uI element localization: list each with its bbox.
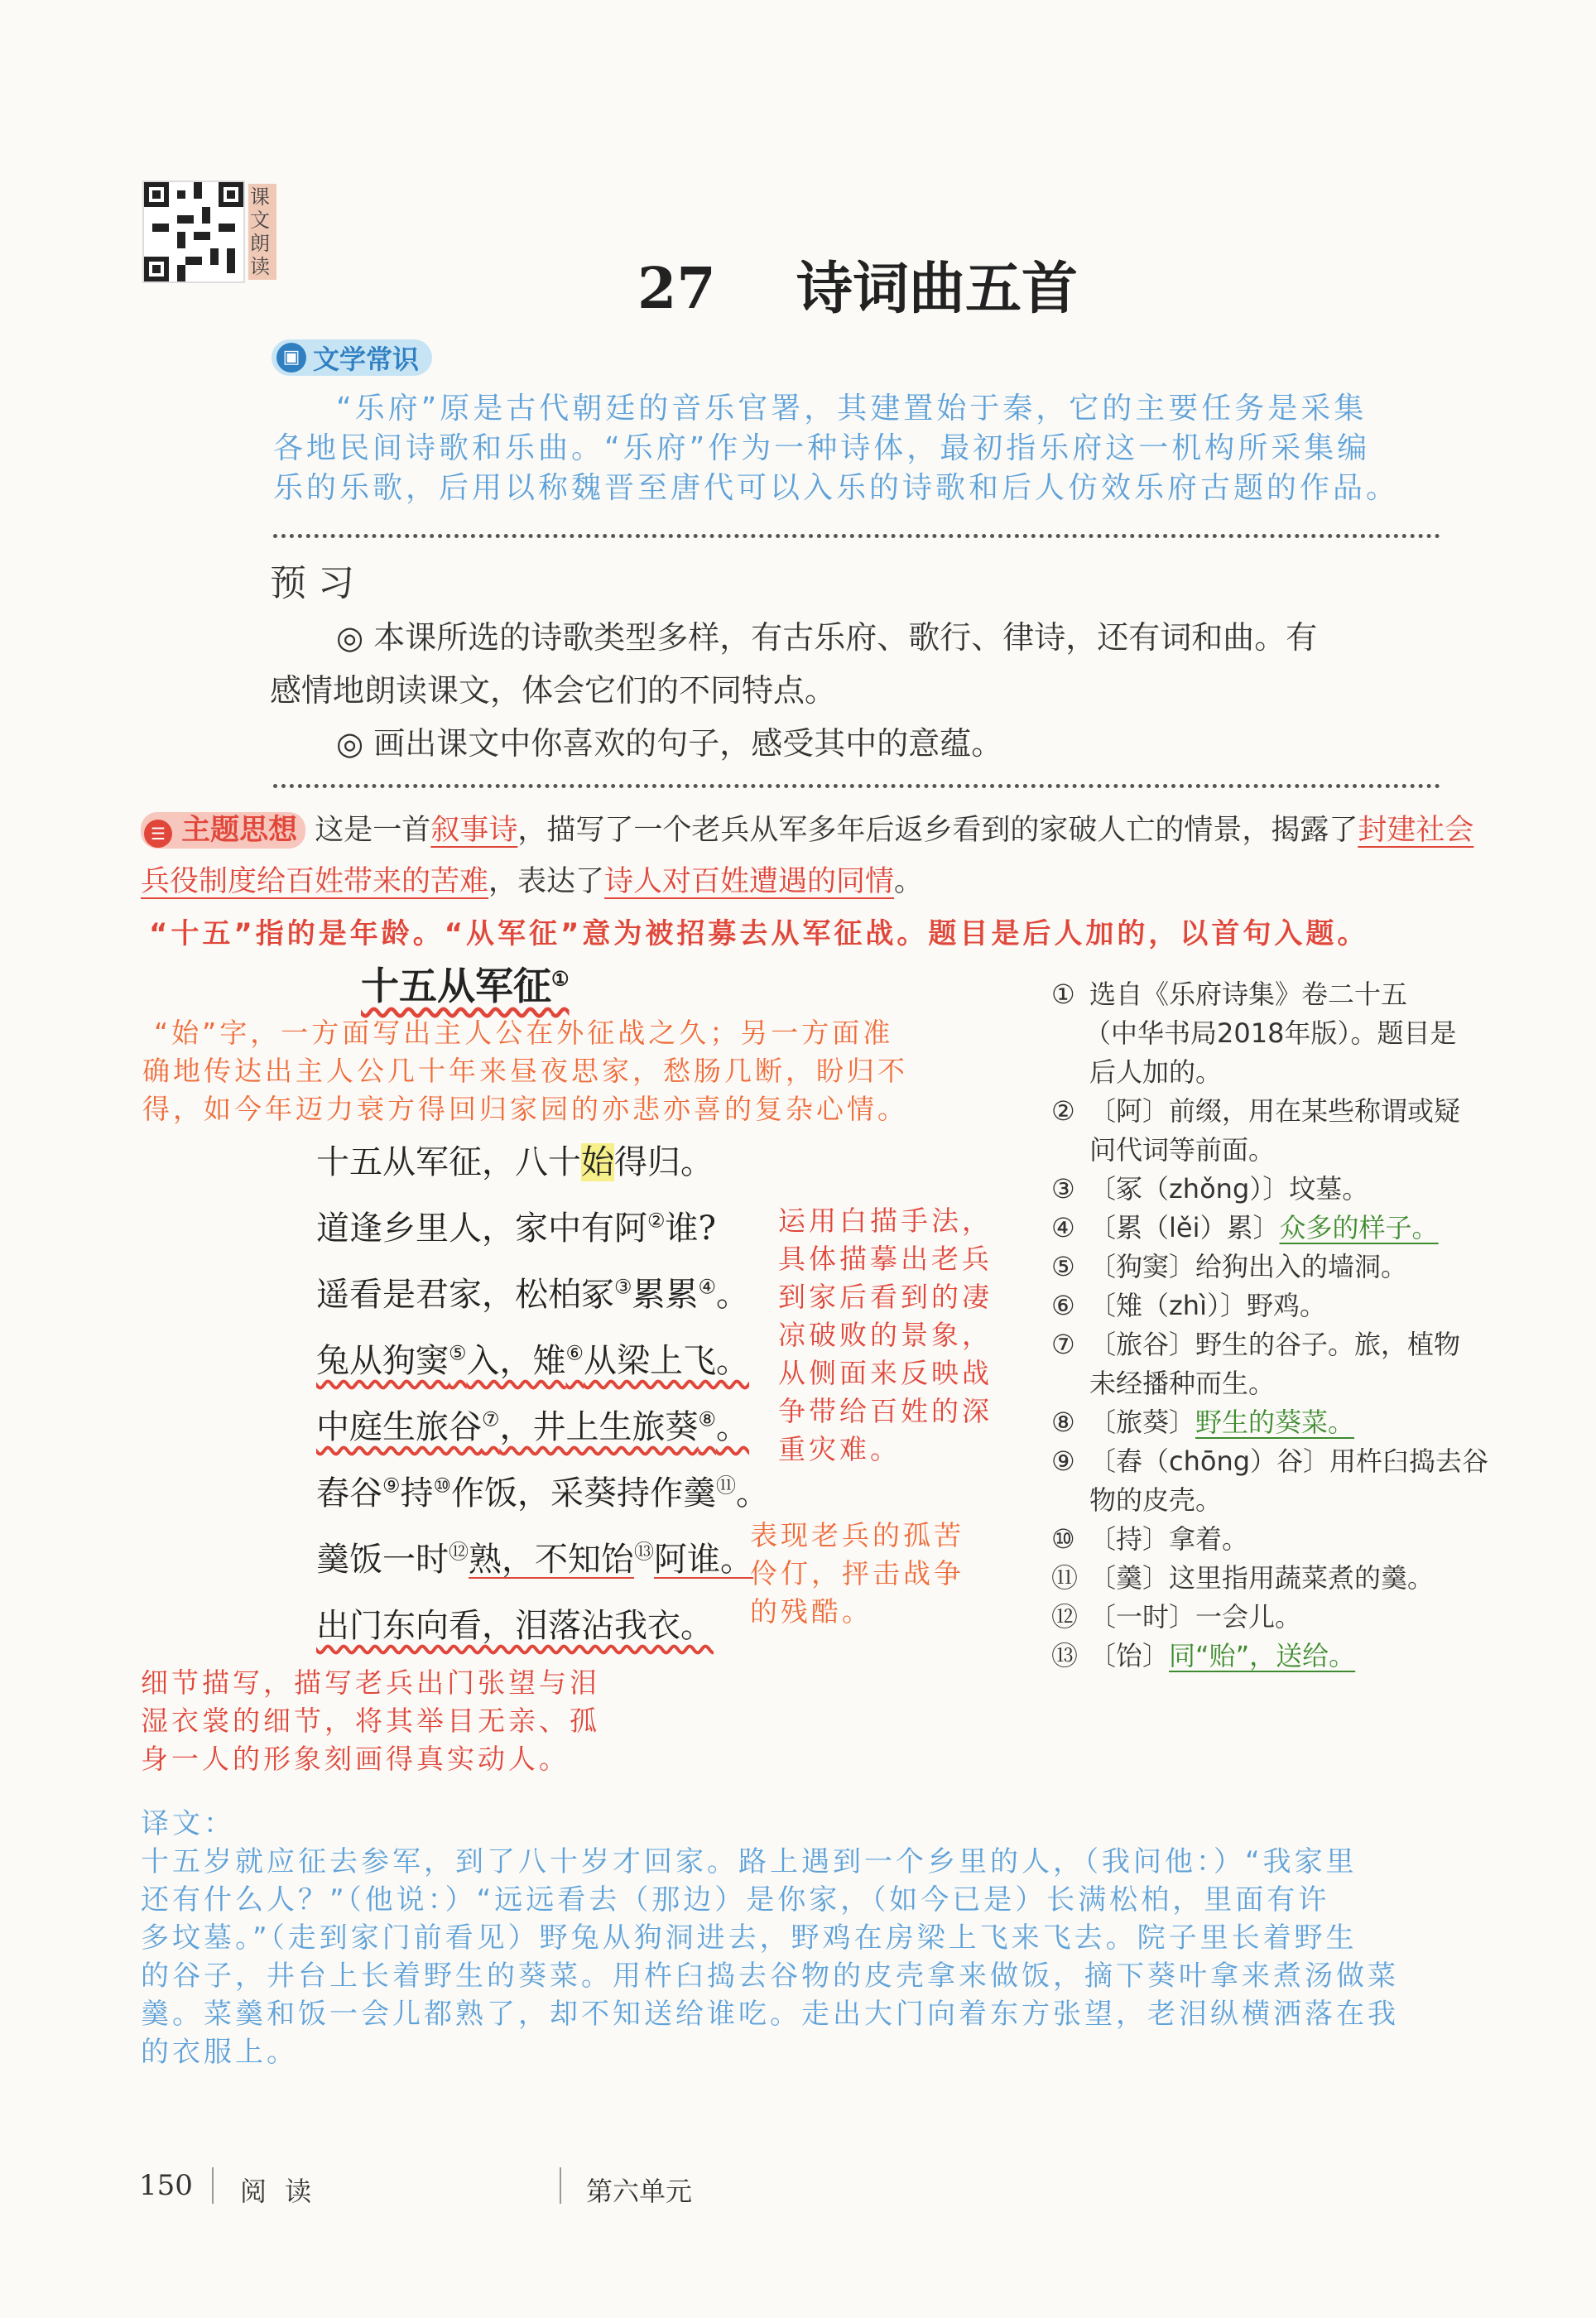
title-annotation: “十五”指的是年龄。“从军征”意为被招募去从军征战。题目是后人加的，以首句入题。 <box>149 917 1369 950</box>
translation-line: 羹。菜羹和饭一会儿都熟了，却不知送给谁吃。走出大门向着东方张望，老泪纵横洒落在我 <box>141 1998 1399 2031</box>
literature-text <box>273 389 1416 508</box>
poem-text: 入，雉 <box>466 1342 566 1380</box>
poem-text: 累累 <box>632 1276 699 1314</box>
footnote-number: ⑦ <box>1051 1329 1075 1360</box>
footnote-text: 〔冢（zhǒng）〕坟墓。 <box>1089 1173 1369 1205</box>
annotation-line: 运用白描手法， <box>778 1205 993 1237</box>
poem-text: 持 <box>400 1474 434 1512</box>
qr-code-icon <box>144 182 243 281</box>
footnote <box>1051 1325 1515 1364</box>
footnote-ref: ③ <box>614 1275 632 1299</box>
theme-text: 。 <box>894 865 924 898</box>
literature-badge-label: 文学常识 <box>313 344 420 375</box>
footnote-text: 〔狗窦〕给狗出入的墙洞。 <box>1089 1251 1408 1282</box>
footnote-text: 〔雉（zhì）〕野鸡。 <box>1089 1290 1326 1321</box>
footer-divider <box>560 2167 561 2204</box>
footnote-cont: 物的皮壳。 <box>1089 1484 1223 1516</box>
footer-unit: 第六单元 <box>586 2176 693 2207</box>
theme-text: ，表达了 <box>488 865 605 898</box>
footnote-ref: ⑦ <box>482 1407 500 1431</box>
poem-text: 道逢乡里人，家中有阿 <box>316 1209 647 1248</box>
literature-line: 各地民间诗歌和乐曲。“乐府”作为一种诗体，最初指乐府这一机构所采集编 <box>273 431 1371 465</box>
footnote-text: 〔一时〕一会儿。 <box>1089 1601 1302 1633</box>
footnote-text: 〔阿〕前缀，用在某些称谓或疑 <box>1089 1095 1461 1127</box>
preview-item-1-cont: 感情地朗读课文，体会它们的不同特点。 <box>270 672 837 709</box>
footnote-text: 〔饴〕 <box>1089 1640 1170 1671</box>
theme-badge <box>141 812 305 849</box>
poem-text: 羹饭一时 <box>316 1541 449 1579</box>
footnote-ref: ⑤ <box>449 1341 467 1365</box>
footnote-ref: ④ <box>698 1275 717 1299</box>
annotation-line: 重灾难。 <box>778 1433 901 1465</box>
preview-body <box>270 611 1445 770</box>
footnote-cont: 后人加的。 <box>1089 1056 1223 1088</box>
footnote <box>1051 1637 1515 1676</box>
lesson-title-text: 诗词曲五首 <box>796 256 1079 322</box>
translation-line: 多坟墓。”（走到家门前看见）野兔从狗洞进去，野鸡在房梁上飞来飞去。院子里长着野生 <box>141 1921 1358 1955</box>
footnote-number: ⑪ <box>1051 1562 1079 1594</box>
annotation-line: “始”字，一方面写出主人公在外征战之久；另一方面准 <box>154 1017 894 1049</box>
poem-text: 谁? <box>665 1209 716 1248</box>
footnote-ref: ⑩ <box>433 1474 452 1498</box>
footnote-ref: ① <box>551 966 570 991</box>
literature-line: “乐府”原是古代朝廷的音乐官署，其建置始于秦，它的主要任务是采集 <box>336 392 1368 426</box>
footnote-number: ③ <box>1051 1173 1075 1205</box>
footnote <box>1051 1286 1515 1325</box>
poem-line <box>316 1335 749 1382</box>
footnote-ref: ⑫ <box>449 1540 469 1564</box>
poem-text: 。 <box>716 1408 750 1446</box>
poem-title-text: 十五从军征 <box>361 964 551 1008</box>
preview-heading: 预 习 <box>270 562 354 604</box>
solitude-annotation <box>750 1517 964 1631</box>
poem-text: 得归。 <box>614 1143 714 1181</box>
annotation-line: 具体描摹出老兵 <box>778 1243 993 1275</box>
footnote <box>1051 1403 1515 1442</box>
poem-text: 。 <box>736 1474 770 1512</box>
highlighted-char: 始 <box>581 1143 614 1181</box>
divider <box>273 534 1440 538</box>
poem-text: 从梁上飞。 <box>584 1342 750 1380</box>
poem-line <box>316 1401 749 1448</box>
footnote-number: ⑤ <box>1051 1251 1075 1282</box>
footnote <box>1051 975 1515 1014</box>
footer-section: 阅 读 <box>240 2176 317 2207</box>
divider <box>273 784 1440 788</box>
poem-text: 十五从军征，八十 <box>316 1143 581 1181</box>
footnote <box>1051 1559 1515 1598</box>
theme-block <box>141 805 1482 907</box>
theme-text: 这是一首 <box>315 814 431 847</box>
translation-label: 译文： <box>141 1807 235 1840</box>
footnote-text: 〔累（lěi）累〕 <box>1089 1212 1280 1243</box>
preview-item-1: ◎ 本课所选的诗歌类型多样，有古乐府、歌行、律诗，还有词和曲。有 <box>336 619 1318 656</box>
footnote-number: ⑫ <box>1051 1601 1079 1633</box>
poem-line <box>316 1467 769 1514</box>
footnote-text: 〔舂（chōng）谷〕用杵臼捣去谷 <box>1089 1445 1489 1477</box>
footnote <box>1051 1442 1515 1481</box>
literature-badge <box>272 339 432 376</box>
footnote-cont: 问代词等前面。 <box>1089 1134 1276 1166</box>
footnote-number: ④ <box>1051 1212 1075 1243</box>
footnotes <box>1051 975 1515 1676</box>
poem-line <box>316 1268 749 1315</box>
footnote-highlight: 众多的样子。 <box>1279 1212 1439 1243</box>
footnote-number: ⑥ <box>1051 1290 1075 1321</box>
poem-line <box>316 1599 714 1647</box>
theme-text: ，描写了一个老兵从军多年后返乡看到的家破人亡的情景，揭露了 <box>517 814 1358 847</box>
footnote-text: 选自《乐府诗集》卷二十五 <box>1089 979 1408 1010</box>
footnote-text: 〔旅葵〕 <box>1089 1407 1196 1438</box>
annotation-line: 到家后看到的凄 <box>778 1281 993 1313</box>
book-icon: ▣ <box>276 343 306 373</box>
literature-line: 乐的乐歌，后用以称魏晋至唐代可以入乐的诗歌和后人仿效乐府古题的作品。 <box>273 471 1400 505</box>
translation-line: 的谷子，井台上长着野生的葵菜。用杵臼捣去谷物的皮壳拿来做饭，摘下葵叶拿来煮汤做菜 <box>141 1960 1399 1993</box>
annotation-line: 细节描写，描写老兵出门张望与泪 <box>141 1666 600 1699</box>
theme-highlight: 封建社会兵役制度给百姓带来的苦难 <box>141 814 1474 898</box>
footnote <box>1051 1248 1515 1286</box>
theme-badge-label: 主题思想 <box>181 814 298 847</box>
lesson-title <box>637 244 1078 325</box>
poem-line <box>316 1533 753 1580</box>
annotation-line: 身一人的形象刻画得真实动人。 <box>141 1743 570 1775</box>
theme-highlight: 诗人对百姓遭遇的同情 <box>604 865 895 898</box>
footnote <box>1051 1598 1515 1637</box>
footnote-ref: ⑥ <box>565 1341 584 1365</box>
detail-annotation <box>141 1664 600 1778</box>
qr-code[interactable] <box>142 180 245 283</box>
footnote-text: 〔旅谷〕野生的谷子。旅，植物 <box>1089 1329 1461 1360</box>
poem-text: 熟，不知饴 <box>469 1541 634 1579</box>
footnote-cont: 未经播种而生。 <box>1089 1368 1276 1399</box>
poem-text: 阿谁。 <box>654 1541 753 1579</box>
baimiao-annotation <box>778 1202 993 1469</box>
poem-text: 出门东向看，泪落沾我衣。 <box>316 1607 714 1645</box>
annotation-line: 凉破败的景象， <box>778 1319 993 1351</box>
footnote-highlight: 同“贻”，送给。 <box>1169 1640 1356 1671</box>
poem-text: 遥看是君家，松柏冢 <box>316 1276 614 1314</box>
footnote-ref: ⑪ <box>716 1474 737 1498</box>
theme-icon: ☰ <box>144 820 172 848</box>
theme-highlight: 叙事诗 <box>430 814 518 847</box>
lesson-number: 27 <box>637 256 716 322</box>
poem-line <box>316 1202 716 1249</box>
poem-line <box>316 1136 714 1183</box>
footnote-cont: （中华书局2018年版）。题目是 <box>1084 1017 1457 1049</box>
poem-text: 中庭生旅谷 <box>316 1408 482 1446</box>
annotation-line: 确地传达出主人公几十年来昼夜思家，愁肠几断，盼归不 <box>142 1055 908 1087</box>
poem-text: 舂谷 <box>316 1474 382 1512</box>
poem-text: 作饭，采葵持作羹 <box>451 1474 717 1512</box>
annotation-line: 湿衣裳的细节，将其举目无亲、孤 <box>141 1705 600 1737</box>
footnote-number: ⑨ <box>1051 1445 1075 1477</box>
translation-line: 十五岁就应征去参军，到了八十岁才回家。路上遇到一个乡里的人，（我问他：）“我家里 <box>141 1845 1358 1878</box>
footnote-ref: ⑬ <box>634 1540 654 1564</box>
footnote <box>1051 1092 1515 1131</box>
preview-item-2: ◎ 画出课文中你喜欢的句子，感受其中的意蕴。 <box>336 725 1003 762</box>
footnote-text: 〔持〕拿着。 <box>1089 1523 1249 1555</box>
footnote <box>1051 1209 1515 1248</box>
footnote <box>1051 1520 1515 1559</box>
footnote-number: ⑧ <box>1051 1407 1075 1438</box>
translation <box>141 1805 1482 2071</box>
footnote-number: ⑬ <box>1051 1640 1079 1671</box>
footnote-ref: ⑧ <box>698 1407 717 1431</box>
page-number: 150 <box>139 2169 193 2202</box>
annotation-line: 得，如今年迈力衰方得回归家园的亦悲亦喜的复杂心情。 <box>142 1093 908 1125</box>
translation-line: 还有什么人？”（他说：）“远远看去（那边）是你家，（如今已是）长满松柏，里面有许 <box>141 1883 1330 1916</box>
annotation-line: 伶仃，抨击战争 <box>750 1557 964 1589</box>
shi-annotation <box>142 1014 908 1128</box>
annotation-line: 争带给百姓的深 <box>778 1395 993 1427</box>
annotation-line: 从侧面来反映战 <box>778 1357 993 1389</box>
footnote-ref: ⑨ <box>382 1474 401 1498</box>
footnote-text: 〔羹〕这里指用蔬菜煮的羹。 <box>1089 1562 1435 1594</box>
footnote-number: ① <box>1051 979 1075 1010</box>
poem-text: 兔从狗窦 <box>316 1342 449 1380</box>
footnote-number: ② <box>1051 1095 1075 1127</box>
footer-divider <box>212 2167 214 2204</box>
translation-line: 的衣服上。 <box>141 2036 298 2069</box>
annotation-line: 的残酷。 <box>750 1595 873 1628</box>
footnote <box>1051 1170 1515 1209</box>
qr-label: 课文朗读 <box>248 184 276 280</box>
poem-title <box>361 956 570 1011</box>
annotation-line: 表现老兵的孤苦 <box>750 1519 964 1551</box>
footnote-ref: ② <box>647 1209 666 1233</box>
poem-text: 。 <box>716 1276 750 1314</box>
footnote-highlight: 野生的葵菜。 <box>1195 1407 1355 1438</box>
footnote-number: ⑩ <box>1051 1523 1075 1555</box>
poem-text: ，井上生旅葵 <box>499 1408 699 1446</box>
